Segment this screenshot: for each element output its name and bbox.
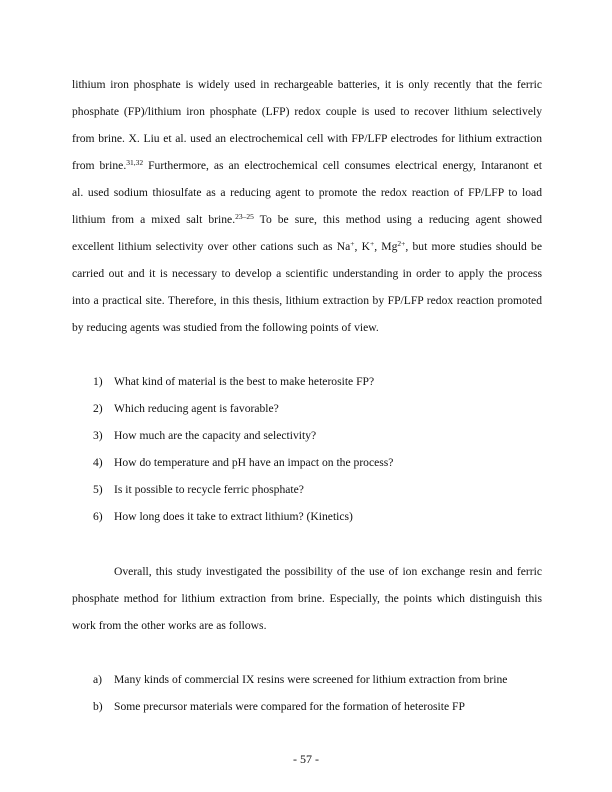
list-item: 6) How long does it take to extract lithium? (Kinetics) — [93, 510, 353, 523]
charge-superscript: + — [369, 239, 375, 248]
citation-superscript: 23–25 — [235, 212, 254, 221]
paragraph1-line-7: excellent lithium selectivity over other cations such as Na+, K+, $Mg^{2+}$, but more studies should be — [72, 239, 542, 253]
paragraph1-line-1: lithium iron phosphate is widely used in rechargeable batteries, it is only recently that the ferric — [72, 78, 542, 91]
list-item: 5) Is it possible to recycle ferric phosphate? — [93, 483, 304, 496]
paragraph1-line-6: lithium from a mixed salt brine.$^{23-25}$ To be sure, this method using a reducing agent showed — [72, 212, 542, 226]
citation-superscript: 31,32 — [126, 158, 144, 167]
list-item: 2) Which reducing agent is favorable? — [93, 402, 279, 415]
list-item: 3) How much are the capacity and selectivity? — [93, 429, 317, 442]
list-item: 1) What kind of material is the best to make heterosite FP? — [93, 375, 375, 388]
paragraph2-line-2: phosphate method for lithium extraction from brine. Especially, the points which distinguish this — [72, 592, 542, 605]
list-item: b) Some precursor materials were compared for the formation of heterosite FP — [93, 700, 465, 713]
paragraph2-line-3: work from the other works are as follows. — [72, 619, 267, 632]
paragraph1-line-5: al. used sodium thiosulfate as a reducing agent to promote the redox reaction of FP/LFP to load — [72, 186, 542, 199]
paragraph1-line-8: carried out and it is necessary to develop a scientific understanding in order to apply the process — [72, 267, 542, 280]
paragraph1-line-3: from brine. X. Liu et al. used an electrochemical cell with FP/LFP electrodes for lithium extraction — [72, 132, 542, 145]
paragraph2-line-1: Overall, this study investigated the possibility of the use of ion exchange resin and ferric — [114, 565, 542, 578]
paragraph1-line-4: from brine.$^{31,32}$ Furthermore, as an electrochemical cell consumes electrical energy, Intaranont et — [72, 158, 543, 172]
page-number: - 57 - — [293, 752, 319, 766]
list-item: 4) How do temperature and pH have an impact on the process? — [93, 456, 394, 469]
paragraph1-line-2: phosphate (FP)/lithium iron phosphate (LFP) redox couple is used to recover lithium selectively — [72, 105, 542, 118]
paragraph1-line-9: into a practical site. Therefore, in this thesis, lithium extraction by FP/LFP redox reaction promoted — [72, 294, 542, 307]
charge-superscript: 2+ — [397, 239, 406, 248]
list-item: a) Many kinds of commercial IX resins were screened for lithium extraction from brine — [93, 673, 508, 686]
paragraph1-line-10: by reducing agents was studied from the following points of view. — [72, 321, 379, 334]
charge-superscript: + — [350, 239, 355, 248]
